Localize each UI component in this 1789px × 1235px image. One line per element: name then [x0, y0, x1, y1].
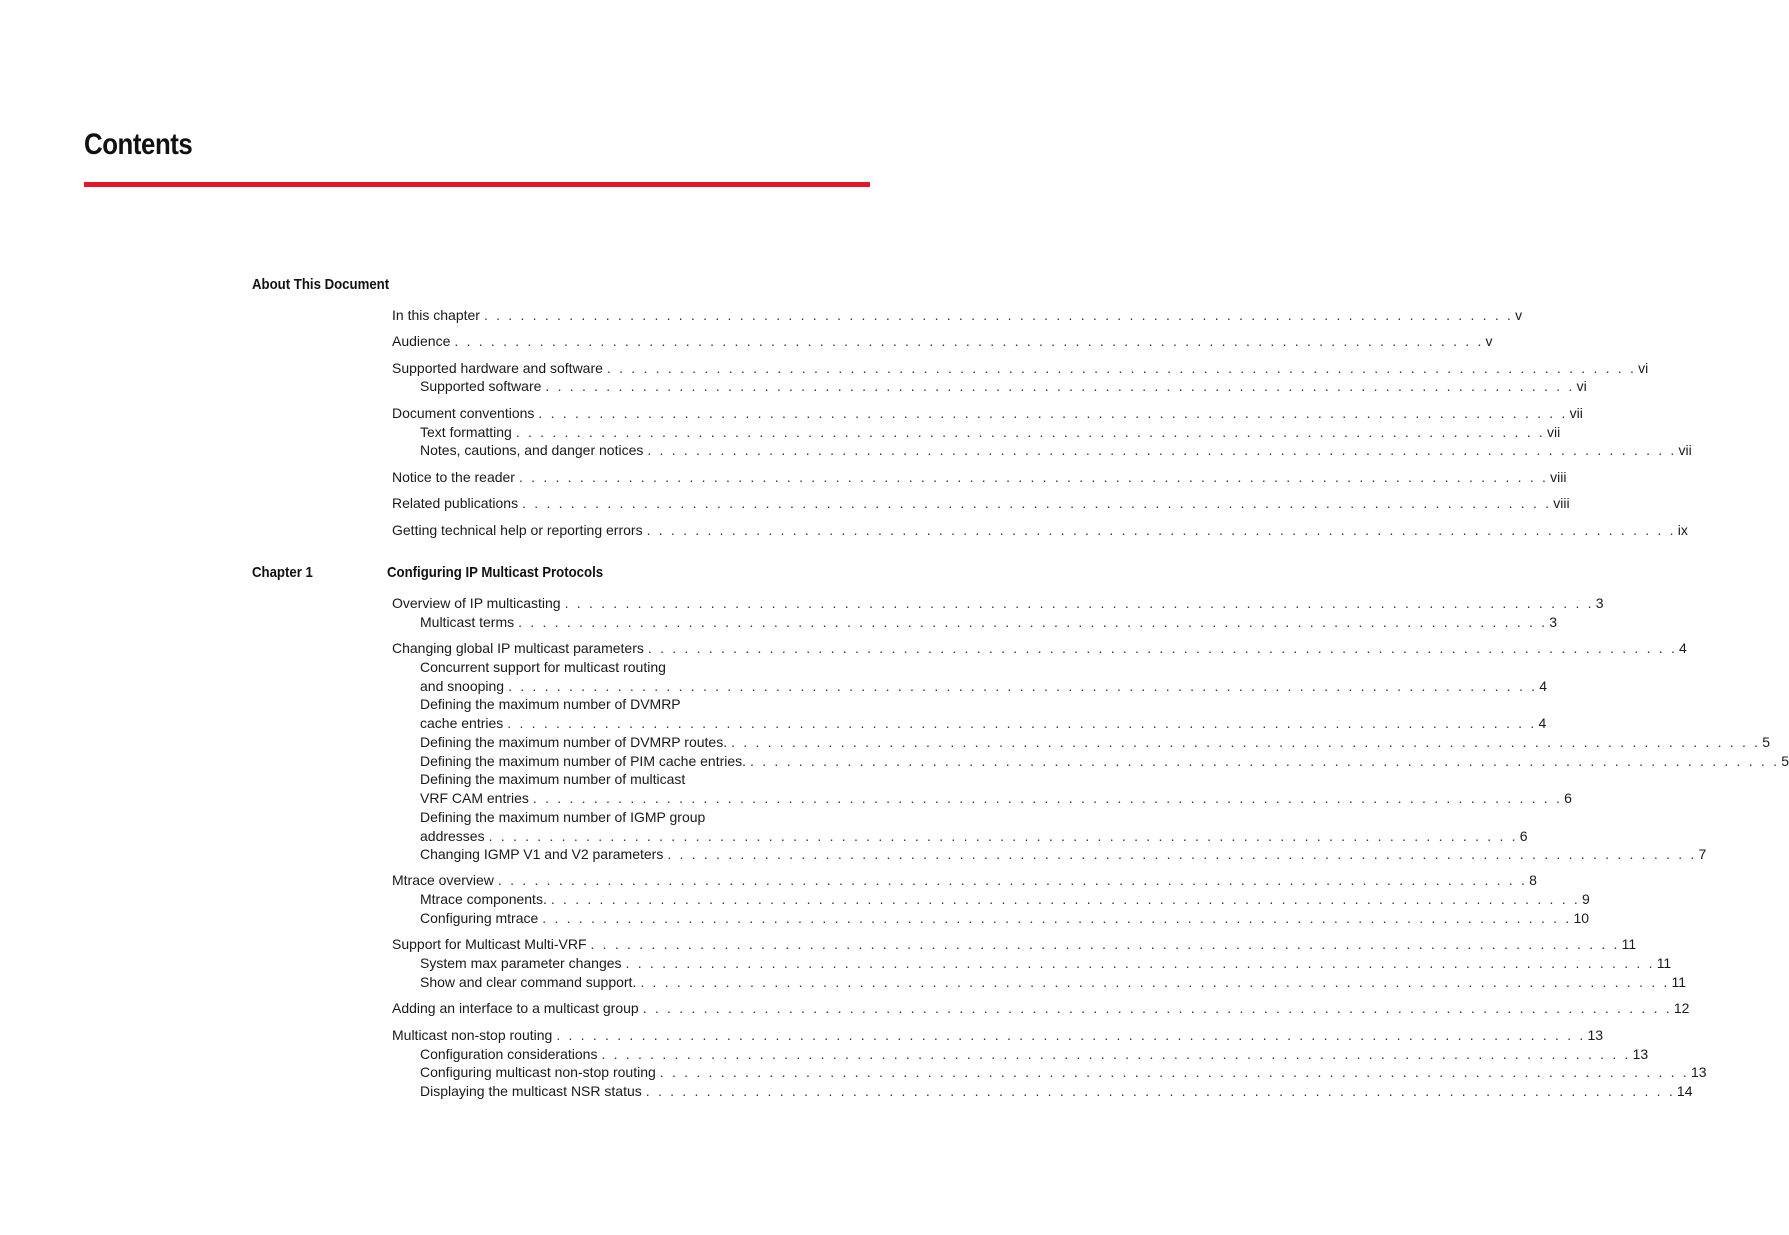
toc-entry[interactable] [392, 404, 1583, 423]
toc-subentry[interactable] [420, 770, 1572, 808]
toc-entry-label-line1: Defining the maximum number of DVMRP [420, 696, 681, 712]
toc-entry-label: Getting technical help or reporting errors [392, 522, 643, 538]
toc-entry-label: Related publications [392, 495, 519, 511]
leader-dots: . . . . . . . . . . . . . . . . . . . . . . . . . . . . . . . . . . . . . . . . . . . . . . . . . . . . . . . . . . . . . . . . . . . . . . . . . . . . . . . . . . . . . [647, 442, 1677, 458]
toc-entry-page: vii [1569, 405, 1583, 421]
toc-entry-page: 6 [1564, 790, 1572, 806]
toc-entry-page: 10 [1573, 910, 1590, 926]
toc-subentry[interactable] [420, 658, 1548, 696]
toc-entry-page: vi [1576, 378, 1587, 394]
toc-subentry[interactable] [420, 845, 1707, 864]
toc-entry-page: 4 [1538, 715, 1547, 731]
leader-dots: . . . . . . . . . . . . . . . . . . . . . . . . . . . . . . . . . . . . . . . . . . . . . . . . . . . . . . . . . . . . . . . . . . . . . . . . . . . . . . . . . . . . . [750, 753, 1780, 769]
toc-subentry[interactable] [420, 613, 1558, 632]
toc-subentry[interactable] [420, 808, 1528, 846]
toc-entry-label: Overview of IP multicasting [392, 595, 561, 611]
leader-dots: . . . . . . . . . . . . . . . . . . . . . . . . . . . . . . . . . . . . . . . . . . . . . . . . . . . . . . . . . . . . . . . . . . . . . . . . . . . . . . . . . . . . . [731, 734, 1761, 750]
toc-entry-page: 5 [1781, 753, 1789, 769]
toc-entry-label: Defining the maximum number of DVMRP routes. [420, 734, 728, 750]
toc-entry-label-line1: Defining the maximum number of multicast [420, 771, 686, 787]
toc-entry-page: 7 [1698, 846, 1707, 862]
toc-entry-page: 13 [1632, 1046, 1649, 1062]
toc-entry-page: 9 [1582, 891, 1590, 907]
toc-entry-page: ix [1677, 522, 1688, 538]
leader-dots: . . . . . . . . . . . . . . . . . . . . . . . . . . . . . . . . . . . . . . . . . . . . . . . . . . . . . . . . . . . . . . . . . . . . . . . . . . . . . . . . . . . . . [646, 522, 1676, 538]
toc-entry-label: and snooping [420, 678, 505, 694]
toc-entry-label: Adding an interface to a multicast group [392, 1000, 639, 1016]
toc-entry-label: Configuring multicast non-stop routing [420, 1064, 656, 1080]
toc-entry[interactable] [392, 639, 1687, 658]
leader-dots: . . . . . . . . . . . . . . . . . . . . . . . . . . . . . . . . . . . . . . . . . . . . . . . . . . . . . . . . . . . . . . . . . . . . . . . . . . . . . . . . . . . . . [518, 469, 1549, 485]
toc-subentry[interactable] [420, 752, 1789, 771]
toc-entry-label: Displaying the multicast NSR status [420, 1083, 642, 1099]
toc-entry-label: Text formatting [420, 424, 512, 440]
toc-subentry[interactable] [420, 1045, 1649, 1064]
leader-dots: . . . . . . . . . . . . . . . . . . . . . . . . . . . . . . . . . . . . . . . . . . . . . . . . . . . . . . . . . . . . . . . . . . . . . . . . . . . . . . . . . . . . . [515, 424, 1545, 440]
toc-entry-label: Support for Multicast Multi-VRF [392, 936, 587, 952]
toc-entry-label: VRF CAM entries [420, 790, 529, 806]
leader-dots: . . . . . . . . . . . . . . . . . . . . . . . . . . . . . . . . . . . . . . . . . . . . . . . . . . . . . . . . . . . . . . . . . . . . . . . . . . . . . . . . . . . . . [538, 405, 1568, 421]
title-rule [84, 182, 870, 187]
toc-entry-label: Show and clear command support. [420, 974, 637, 990]
toc-entry-page: 11 [1621, 936, 1637, 952]
toc-entry[interactable] [392, 871, 1537, 890]
leader-dots: . . . . . . . . . . . . . . . . . . . . . . . . . . . . . . . . . . . . . . . . . . . . . . . . . . . . . . . . . . . . . . . . . . . . . . . . . . . . . . . . . . . . . [642, 1000, 1672, 1016]
toc-entry[interactable] [392, 359, 1649, 378]
toc-entry-page: 11 [1656, 955, 1672, 971]
leader-dots: . . . . . . . . . . . . . . . . . . . . . . . . . . . . . . . . . . . . . . . . . . . . . . . . . . . . . . . . . . . . . . . . . . . . . . . . . . . . . . . . . . . . . [645, 1083, 1675, 1099]
toc-entry-page: 12 [1673, 1000, 1690, 1016]
toc-entry-label: Notice to the reader [392, 469, 515, 485]
toc-subentry[interactable] [420, 890, 1590, 909]
leader-dots: . . . . . . . . . . . . . . . . . . . . . . . . . . . . . . . . . . . . . . . . . . . . . . . . . . . . . . . . . . . . . . . . . . . . . . . . . . . . . . . . . . . . . [625, 955, 1655, 971]
toc-entry-label: Mtrace components. [420, 891, 547, 907]
leader-dots: . . . . . . . . . . . . . . . . . . . . . . . . . . . . . . . . . . . . . . . . . . . . . . . . . . . . . . . . . . . . . . . . . . . . . . . . . . . . . . . . . . . . . [507, 715, 1537, 731]
toc-entry[interactable] [392, 594, 1604, 613]
toc-entry[interactable] [392, 494, 1570, 513]
toc-subentry[interactable] [420, 695, 1547, 733]
toc-entry-label: Supported hardware and software [392, 360, 603, 376]
leader-dots: . . . . . . . . . . . . . . . . . . . . . . . . . . . . . . . . . . . . . . . . . . . . . . . . . . . . . . . . . . . . . . . . . . . . . . . . . . . . . . . . . . . . . [508, 678, 1538, 694]
toc-subentry[interactable] [420, 1082, 1693, 1101]
toc-subentry[interactable] [420, 1063, 1707, 1082]
toc-entry-page: 8 [1529, 872, 1537, 888]
toc-entry-label: Mtrace overview [392, 872, 494, 888]
toc-entry-label: cache entries [420, 715, 504, 731]
leader-dots: . . . . . . . . . . . . . . . . . . . . . . . . . . . . . . . . . . . . . . . . . . . . . . . . . . . . . . . . . . . . . . . . . . . . . . . . . . . . . . . . . . . . . [483, 307, 1514, 323]
toc-entry-page: 13 [1690, 1064, 1707, 1080]
leader-dots: . . . . . . . . . . . . . . . . . . . . . . . . . . . . . . . . . . . . . . . . . . . . . . . . . . . . . . . . . . . . . . . . . . . . . . . . . . . . . . . . . . . . . [532, 790, 1563, 806]
section-heading-about: About This Document [252, 276, 390, 293]
toc-entry-label: Configuring mtrace [420, 910, 539, 926]
toc-entry[interactable] [392, 468, 1567, 487]
leader-dots: . . . . . . . . . . . . . . . . . . . . . . . . . . . . . . . . . . . . . . . . . . . . . . . . . . . . . . . . . . . . . . . . . . . . . . . . . . . . . . . . . . . . . [667, 846, 1697, 862]
leader-dots: . . . . . . . . . . . . . . . . . . . . . . . . . . . . . . . . . . . . . . . . . . . . . . . . . . . . . . . . . . . . . . . . . . . . . . . . . . . . . . . . . . . . . [601, 1046, 1631, 1062]
toc-entry-page: 3 [1549, 614, 1558, 630]
leader-dots: . . . . . . . . . . . . . . . . . . . . . . . . . . . . . . . . . . . . . . . . . . . . . . . . . . . . . . . . . . . . . . . . . . . . . . . . . . . . . . . . . . . . . [542, 910, 1572, 926]
toc-entry-label: In this chapter [392, 307, 480, 323]
toc-entry-page: v [1515, 307, 1523, 323]
toc-entry[interactable] [392, 935, 1637, 954]
page-title: Contents [84, 128, 193, 161]
chapter-label: Chapter 1 [252, 564, 313, 581]
toc-entry-page: 11 [1671, 974, 1687, 990]
toc-entry-page: vii [1678, 442, 1692, 458]
toc-entry[interactable] [392, 999, 1690, 1018]
toc-entry-label: System max parameter changes [420, 955, 622, 971]
toc-entry-page: 13 [1587, 1027, 1604, 1043]
toc-entry-page: 3 [1595, 595, 1604, 611]
toc-entry-label: Audience [392, 333, 451, 349]
toc-entry-label: Configuration considerations [420, 1046, 598, 1062]
leader-dots: . . . . . . . . . . . . . . . . . . . . . . . . . . . . . . . . . . . . . . . . . . . . . . . . . . . . . . . . . . . . . . . . . . . . . . . . . . . . . . . . . . . . . [518, 614, 1548, 630]
leader-dots: . . . . . . . . . . . . . . . . . . . . . . . . . . . . . . . . . . . . . . . . . . . . . . . . . . . . . . . . . . . . . . . . . . . . . . . . . . . . . . . . . . . . . [659, 1064, 1689, 1080]
leader-dots: . . . . . . . . . . . . . . . . . . . . . . . . . . . . . . . . . . . . . . . . . . . . . . . . . . . . . . . . . . . . . . . . . . . . . . . . . . . . . . . . . . . . . [488, 828, 1518, 844]
toc-entry-page: viii [1553, 495, 1570, 511]
toc-subentry[interactable] [420, 973, 1687, 992]
leader-dots: . . . . . . . . . . . . . . . . . . . . . . . . . . . . . . . . . . . . . . . . . . . . . . . . . . . . . . . . . . . . . . . . . . . . . . . . . . . . . . . . . . . . . [545, 378, 1575, 394]
toc-entry-label: Multicast terms [420, 614, 515, 630]
leader-dots: . . . . . . . . . . . . . . . . . . . . . . . . . . . . . . . . . . . . . . . . . . . . . . . . . . . . . . . . . . . . . . . . . . . . . . . . . . . . . . . . . . . . . [606, 360, 1637, 376]
leader-dots: . . . . . . . . . . . . . . . . . . . . . . . . . . . . . . . . . . . . . . . . . . . . . . . . . . . . . . . . . . . . . . . . . . . . . . . . . . . . . . . . . . . . . [647, 640, 1678, 656]
toc-entry-label-line1: Concurrent support for multicast routing [420, 659, 666, 675]
toc-subentry[interactable] [420, 377, 1587, 396]
toc-entry[interactable] [392, 332, 1493, 351]
leader-dots: . . . . . . . . . . . . . . . . . . . . . . . . . . . . . . . . . . . . . . . . . . . . . . . . . . . . . . . . . . . . . . . . . . . . . . . . . . . . . . . . . . . . . [590, 936, 1620, 952]
toc-entry-page: 6 [1519, 828, 1528, 844]
toc-entry-page: 4 [1539, 678, 1548, 694]
toc-entry[interactable] [392, 1026, 1604, 1045]
toc-entry-label: Defining the maximum number of PIM cache entries. [420, 753, 747, 769]
toc-subentry[interactable] [420, 423, 1561, 442]
leader-dots: . . . . . . . . . . . . . . . . . . . . . . . . . . . . . . . . . . . . . . . . . . . . . . . . . . . . . . . . . . . . . . . . . . . . . . . . . . . . . . . . . . . . . [640, 974, 1670, 990]
toc-entry-page: vii [1546, 424, 1561, 440]
toc-entry-label-line1: Defining the maximum number of IGMP group [420, 809, 706, 825]
toc-entry-label: Notes, cautions, and danger notices [420, 442, 644, 458]
toc-entry[interactable] [392, 521, 1688, 540]
toc-entry-label: Supported software [420, 378, 542, 394]
toc-entry-page: v [1485, 333, 1493, 349]
leader-dots: . . . . . . . . . . . . . . . . . . . . . . . . . . . . . . . . . . . . . . . . . . . . . . . . . . . . . . . . . . . . . . . . . . . . . . . . . . . . . . . . . . . . . [497, 872, 1528, 888]
leader-dots: . . . . . . . . . . . . . . . . . . . . . . . . . . . . . . . . . . . . . . . . . . . . . . . . . . . . . . . . . . . . . . . . . . . . . . . . . . . . . . . . . . . . . [454, 333, 1484, 349]
toc-entry-page: viii [1550, 469, 1567, 485]
leader-dots: . . . . . . . . . . . . . . . . . . . . . . . . . . . . . . . . . . . . . . . . . . . . . . . . . . . . . . . . . . . . . . . . . . . . . . . . . . . . . . . . . . . . . [550, 891, 1580, 907]
chapter-title[interactable]: Configuring IP Multicast Protocols [387, 564, 604, 581]
leader-dots: . . . . . . . . . . . . . . . . . . . . . . . . . . . . . . . . . . . . . . . . . . . . . . . . . . . . . . . . . . . . . . . . . . . . . . . . . . . . . . . . . . . . . [522, 495, 1552, 511]
toc-entry-label: addresses [420, 828, 485, 844]
toc-entry-page: 4 [1679, 640, 1687, 656]
leader-dots: . . . . . . . . . . . . . . . . . . . . . . . . . . . . . . . . . . . . . . . . . . . . . . . . . . . . . . . . . . . . . . . . . . . . . . . . . . . . . . . . . . . . . [556, 1027, 1586, 1043]
toc-subentry[interactable] [420, 909, 1590, 928]
toc-entry-label: Changing IGMP V1 and V2 parameters [420, 846, 664, 862]
toc-entry-page: 5 [1762, 734, 1771, 750]
toc-entry-page: 14 [1676, 1083, 1693, 1099]
toc-entry[interactable] [392, 306, 1523, 325]
leader-dots: . . . . . . . . . . . . . . . . . . . . . . . . . . . . . . . . . . . . . . . . . . . . . . . . . . . . . . . . . . . . . . . . . . . . . . . . . . . . . . . . . . . . . [564, 595, 1594, 611]
toc-entry-label: Changing global IP multicast parameters [392, 640, 644, 656]
toc-entry-label: Multicast non-stop routing [392, 1027, 553, 1043]
toc-subentry[interactable] [420, 441, 1692, 460]
toc-entry-page: vi [1638, 360, 1649, 376]
toc-subentry[interactable] [420, 954, 1672, 973]
toc-entry-label: Document conventions [392, 405, 535, 421]
toc-subentry[interactable] [420, 733, 1771, 752]
